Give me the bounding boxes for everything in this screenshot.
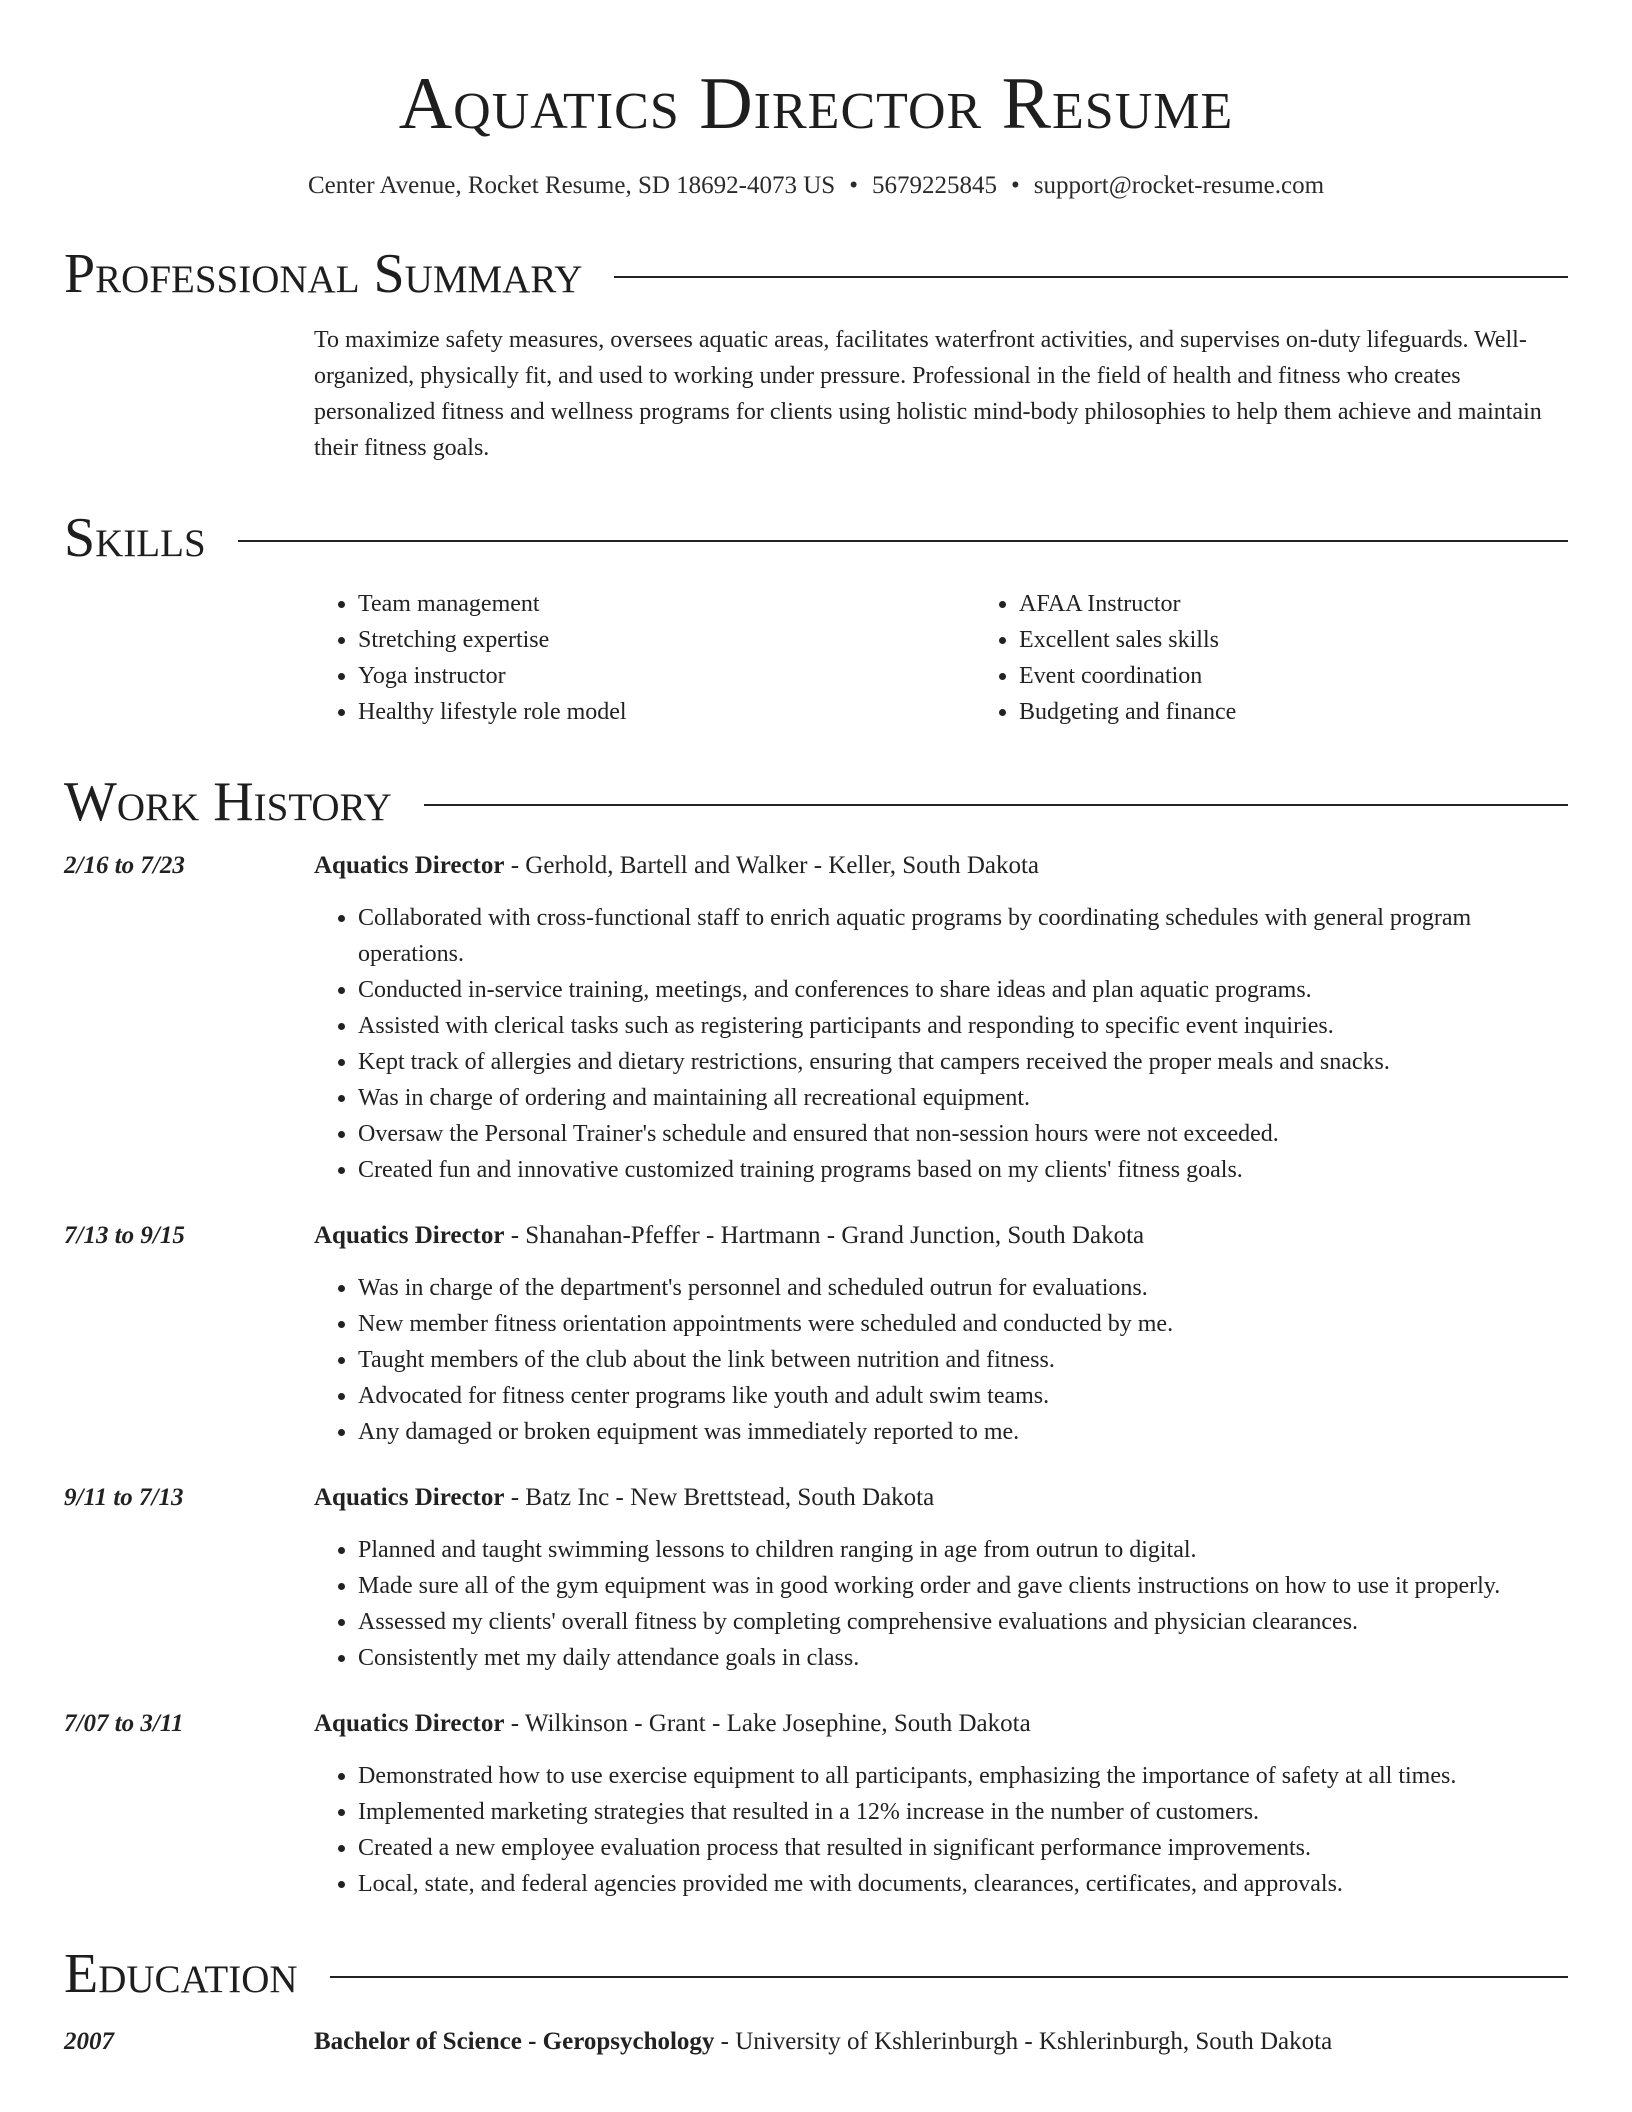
job-entry bbox=[64, 848, 1568, 1188]
contact-separator: • bbox=[849, 172, 858, 199]
section-divider bbox=[424, 804, 1568, 806]
job-title: Aquatics Director bbox=[314, 1222, 505, 1249]
job-heading bbox=[314, 848, 1568, 884]
summary-section-header bbox=[64, 242, 1568, 306]
job-entry bbox=[64, 1706, 1568, 1902]
job-bullet: • Oversaw the Personal Trainer's schedule and ensured that non-session hours were not exceeded. bbox=[358, 1116, 1568, 1152]
job-dates: 2/16 to 7/23 bbox=[64, 852, 185, 879]
job-bullet: • Any damaged or broken equipment was immediately reported to me. bbox=[358, 1414, 1568, 1450]
job-bullet: • Assessed my clients' overall fitness by completing comprehensive evaluations and physician clearances. bbox=[358, 1604, 1568, 1640]
contact-phone: 5679225845 bbox=[871, 172, 997, 199]
job-bullet: • New member fitness orientation appointments were scheduled and conducted by me. bbox=[358, 1306, 1568, 1342]
section-divider bbox=[614, 276, 1568, 278]
skill-item: • Budgeting and finance bbox=[1019, 694, 1632, 730]
job-bullet: • Implemented marketing strategies that resulted in a 12% increase in the number of customers. bbox=[358, 1794, 1568, 1830]
contact-address: Center Avenue, Rocket Resume, SD 18692-4073 US bbox=[307, 172, 836, 199]
job-title: Aquatics Director bbox=[314, 1710, 505, 1737]
contact-separator: • bbox=[1010, 172, 1020, 199]
education-details: - University of Kshlerinburgh - Kshlerinburgh, South Dakota bbox=[714, 2028, 1333, 2055]
job-bullets bbox=[314, 1532, 1568, 1676]
job-bullet: • Local, state, and federal agencies provided me with documents, clearances, certificates, and approvals. bbox=[358, 1866, 1568, 1902]
job-bullet: • Kept track of allergies and dietary restrictions, ensuring that campers received the proper meals and snacks. bbox=[358, 1044, 1568, 1080]
skill-item: • Event coordination bbox=[1019, 658, 1632, 694]
education-degree: Bachelor of Science - Geropsychology bbox=[314, 2028, 715, 2055]
job-bullet: • Taught members of the club about the link between nutrition and fitness. bbox=[358, 1342, 1568, 1378]
job-heading bbox=[314, 1218, 1568, 1254]
job-title: Aquatics Director bbox=[314, 852, 505, 879]
summary-text: To maximize safety measures, oversees aquatic areas, facilitates waterfront activities, and supervises on-duty lifeguards. Well-organized, physically fit, and used to working under pressure. Professional in the field of health and fitness who creates personalized fitness and wellness programs for clients using holistic mind-body philosophies to help them achieve and maintain their fitness goals. bbox=[314, 327, 1542, 461]
work-section-header bbox=[64, 770, 1568, 834]
job-bullet: • Collaborated with cross-functional staff to enrich aquatic programs by coordinating schedules with general program operations. bbox=[358, 900, 1568, 972]
skill-item: • Excellent sales skills bbox=[1019, 622, 1632, 658]
contact-line bbox=[64, 170, 1568, 202]
skills-section-header bbox=[64, 506, 1568, 570]
job-bullets bbox=[314, 1758, 1568, 1902]
job-bullet: • Consistently met my daily attendance goals in class. bbox=[358, 1640, 1568, 1676]
job-details: - Wilkinson - Grant - Lake Josephine, South Dakota bbox=[504, 1710, 1031, 1737]
job-dates: 7/13 to 9/15 bbox=[64, 1222, 185, 1249]
job-heading bbox=[314, 1706, 1568, 1742]
skill-item: • Stretching expertise bbox=[358, 622, 975, 658]
education-entry bbox=[64, 2024, 1568, 2060]
job-bullet: • Planned and taught swimming lessons to children ranging in age from outrun to digital. bbox=[358, 1532, 1568, 1568]
job-bullet: • Advocated for fitness center programs like youth and adult swim teams. bbox=[358, 1378, 1568, 1414]
job-bullets bbox=[314, 1270, 1568, 1450]
job-dates: 7/07 to 3/11 bbox=[64, 1710, 184, 1737]
skills-lists bbox=[314, 586, 1632, 730]
job-entry bbox=[64, 1218, 1568, 1450]
skill-item: • Healthy lifestyle role model bbox=[358, 694, 975, 730]
job-details: - Batz Inc - New Brettstead, South Dakota bbox=[504, 1484, 935, 1511]
job-bullet: • Was in charge of the department's personnel and scheduled outrun for evaluations. bbox=[358, 1270, 1568, 1306]
skill-item: • AFAA Instructor bbox=[1019, 586, 1632, 622]
job-bullet: • Assisted with clerical tasks such as registering participants and responding to specific event inquiries. bbox=[358, 1008, 1568, 1044]
skills-heading: Skills bbox=[64, 507, 206, 569]
job-bullet: • Demonstrated how to use exercise equipment to all participants, emphasizing the importance of safety at all times. bbox=[358, 1758, 1568, 1794]
section-divider bbox=[238, 540, 1568, 542]
job-bullet: • Made sure all of the gym equipment was in good working order and gave clients instructions on how to use it properly. bbox=[358, 1568, 1568, 1604]
education-section-header bbox=[64, 1942, 1568, 2006]
skills-row bbox=[64, 570, 1568, 730]
education-year: 2007 bbox=[64, 2028, 114, 2055]
job-bullet: • Was in charge of ordering and maintaining all recreational equipment. bbox=[358, 1080, 1568, 1116]
job-entry bbox=[64, 1480, 1568, 1676]
job-bullet: • Created fun and innovative customized training programs based on my clients' fitness goals. bbox=[358, 1152, 1568, 1188]
job-heading bbox=[314, 1480, 1568, 1516]
job-bullets bbox=[314, 900, 1568, 1188]
job-bullet: • Created a new employee evaluation process that resulted in significant performance improvements. bbox=[358, 1830, 1568, 1866]
job-bullet: • Conducted in-service training, meetings, and conferences to share ideas and plan aquatic programs. bbox=[358, 972, 1568, 1008]
skill-item: • Team management bbox=[358, 586, 975, 622]
education-heading-line bbox=[314, 2024, 1568, 2060]
section-divider bbox=[330, 1976, 1568, 1978]
contact-email: support@rocket-resume.com bbox=[1033, 172, 1325, 199]
job-details: - Shanahan-Pfeffer - Hartmann - Grand Junction, South Dakota bbox=[504, 1222, 1145, 1249]
education-heading: Education bbox=[64, 1943, 298, 2005]
skill-item: • Yoga instructor bbox=[358, 658, 975, 694]
summary-heading: Professional Summary bbox=[64, 243, 583, 305]
job-details: - Gerhold, Bartell and Walker - Keller, South Dakota bbox=[504, 852, 1040, 879]
skills-list-right bbox=[975, 586, 1632, 730]
skills-list-left bbox=[314, 586, 975, 730]
summary-row bbox=[64, 306, 1568, 466]
job-dates: 9/11 to 7/13 bbox=[64, 1484, 184, 1511]
page-title: Aquatics Director Resume bbox=[398, 63, 1234, 145]
work-heading: Work History bbox=[64, 771, 392, 833]
job-title: Aquatics Director bbox=[314, 1484, 505, 1511]
